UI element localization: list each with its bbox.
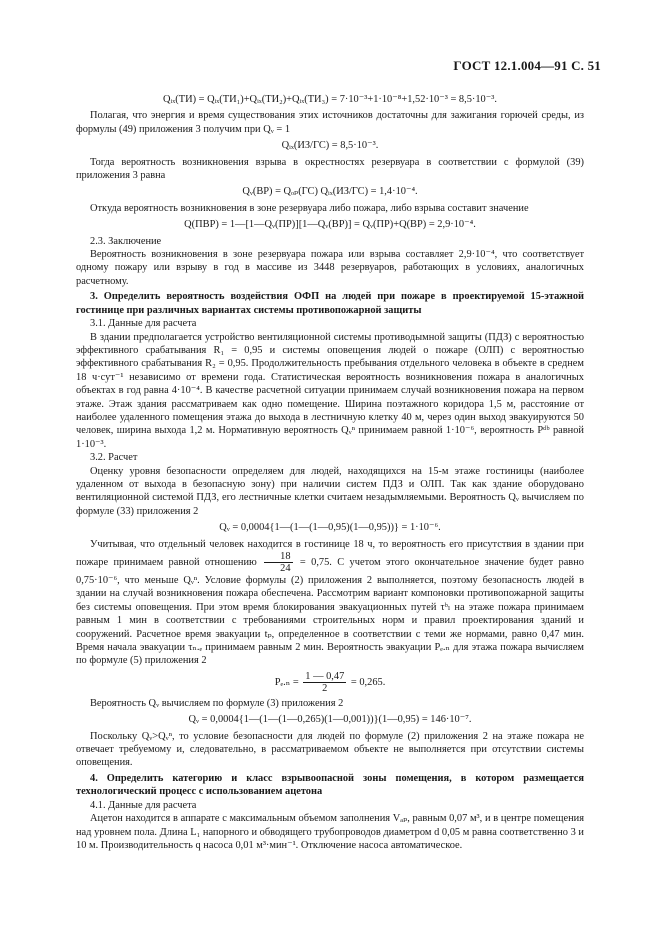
paragraph-2: Тогда вероятность возникновения взрыва в окрестностях резервуара в соответствии с формулой (39) приложения 3 равна bbox=[76, 156, 584, 182]
section-3-heading: 3. Определить вероятность воздействия ОФП на людей при пожаре в проектируемой 15-этажной гостинице при различных вариантах системы противопожарной защиты bbox=[76, 291, 584, 316]
formula-5: Qᵥ = 0,0004{1—(1—(1—0,95)(1—0,95))} = 1·10⁻⁶. bbox=[219, 522, 441, 534]
section-3-2-heading: 3.2. Расчет bbox=[90, 452, 138, 464]
section-4-1-heading: 4.1. Данные для расчета bbox=[90, 799, 197, 811]
paragraph-8: Вероятность Qᵥ вычисляем по формуле (3) приложения 2 bbox=[90, 697, 344, 709]
paragraph-10: Ацетон находится в аппарате с максимальным объемом заполнения Vₐₚ, равным 0,07 м³, и в центре помещения над уровнем пола. Длина L₁ напорного и обводящего трубопроводов диаметром d 0,05 м равна соответственно 3 и 10 м. Производительность q насоса 0,01 м³·мин⁻¹. Отключение насоса автоматическое. bbox=[76, 813, 584, 851]
section-4-heading: 4. Определить категорию и класс взрывоопасной зоны помещения, в котором размещается технологический процесс с использованием ацетона bbox=[76, 772, 584, 798]
fraction-denominator: 24 bbox=[280, 563, 291, 574]
formula-4: Q(ПВР) = 1—[1—Qᵥ(ПР)][1—Qᵥ(ВР)] = Qᵥ(ПР)+Q(ВР) = 2,9·10⁻⁴. bbox=[184, 219, 476, 231]
formula-3: Qᵥ(ВР) = Qₒₚ(ГС) Qᵢₓ(ИЗ/ГС) = 1,4·10⁻⁴. bbox=[242, 186, 418, 198]
paragraph-5: В здании предполагается устройство вентиляционной системы противодымной защиты (ПДЗ) с вероятностью эффективного срабатывания R₁ = 0,95 и системы оповещения людей о пожаре (ОЛП) с вероятностью эффективного срабатывания R₂ = 0,95. Продолжительность пребывания отдельного человека в объекте в среднем 18 ч·сут⁻¹ независимо от времени года. Статистическая вероятность возникновения пожара в аналогичных объектах в год равна 4·10⁻⁴. В качестве расчетной ситуации принимаем случай возникновения пожара на первом этаже. Этаж здания рассматриваем как одно помещение. Ширина поэтажного коридора 1,5 м, расстояние от наиболее удаленного помещения этажа до выхода в лестничную клетку 40 м, через один выход эвакуируются 50 человек, ширина выхода 1,2 м. Нормативную вероятность Qᵥⁿ принимаем равной 1·10⁻⁶, вероятность Pᵈᵇ равной 1·10⁻³. bbox=[76, 331, 584, 450]
formula-6-fraction bbox=[303, 671, 346, 694]
formula-6-rhs: = 0,265. bbox=[350, 676, 386, 688]
paragraph-4: Вероятность возникновения в зоне резервуара пожара или взрыва составляет 2,9·10⁻⁴, что соответствует одному пожару или взрыву в год в массиве из 3448 резервуаров, работающих в условиях, аналогичных расчетному. bbox=[76, 249, 584, 287]
paragraph-1: Полагая, что энергия и время существования этих источников достаточны для зажигания горючей среды, из формулы (49) приложения 3 получим при Qᵥ = 1 bbox=[76, 110, 584, 135]
paragraph-7 bbox=[76, 538, 584, 668]
paragraph-7-start: Учитывая, что отдельный человек находится в гостинице 18 ч, то вероятность его присутствия в здании при пожаре принимаем равной отношению bbox=[76, 538, 584, 568]
paragraph-9: Поскольку Qᵥ>Qᵥⁿ, то условие безопасности для людей по формуле (2) приложения 2 на этаже пожара не отвечает требуемому и, следовательно, в рассматриваемом объекте не выполняется при отсутствии системы оповещения. bbox=[76, 730, 584, 769]
paragraph-3: Откуда вероятность возникновения в зоне резервуара либо пожара, либо взрыва составит значение bbox=[90, 202, 529, 214]
paragraph-7-rest: = 0,75. С учетом этого окончательное значение будет равно 0,75·10⁻⁶, что меньше Qᵥⁿ. Условие формулы (2) приложения 2 выполняется, поэтому безопасность людей в здании на случай возникновения пожара обеспечена. Рассмотрим вариант компоновки противопожарной защиты без системы оповещения. При этом время блокирования эвакуационных путей τᵇₗ на этаже пожара принимаем равным 1 мин в соответствии с требованиями строительных норм и правил проектирования зданий и сооружений. Расчетное время эвакуации tₚ, определенное в соответствии с теми же нормами, равно 0,47 мин. Время начала эвакуации τₙ.ₑ принимаем равным 2 мин. Вероятность эвакуации Pₑ.ₙ для этажа пожара вычисляем по формуле (5) приложения 2 bbox=[76, 556, 584, 667]
formula-6-lhs: Pₑ.ₙ = bbox=[274, 676, 299, 688]
paragraph-6: Оценку уровня безопасности определяем для людей, находящихся на 15-м этаже гостиницы (наиболее удаленном от выхода в безопасную зону) при наличии систем ПДЗ и ОЛП. Так как здание оборудовано вентиляционной системой ПДЗ, его лестничные клетки считаем незадымляемыми. Вероятность Qᵥ вычисляем по формуле (33) приложения 2 bbox=[76, 465, 584, 517]
fraction-18-24 bbox=[264, 551, 292, 574]
formula-6-numerator: 1 — 0,47 bbox=[305, 670, 345, 682]
formula-1: Qᵢₓ(ТИ) = Qᵢₓ(ТИ₁)+Qᵢₓ(ТИ₂)+Qᵢₓ(ТИ₃) = 7·10⁻³+1·10⁻⁸+1,52·10⁻³ = 8,5·10⁻³. bbox=[163, 94, 497, 105]
page-header: ГОСТ 12.1.004—91 С. 51 bbox=[453, 58, 601, 73]
section-3-1-heading: 3.1. Данные для расчета bbox=[90, 318, 197, 330]
page-body bbox=[76, 90, 584, 852]
section-2-3-heading: 2.3. Заключение bbox=[90, 235, 162, 247]
formula-6 bbox=[76, 671, 584, 694]
fraction-numerator: 18 bbox=[264, 551, 292, 563]
formula-2: Qᵢₓ(ИЗ/ГС) = 8,5·10⁻³. bbox=[281, 140, 379, 152]
formula-6-denominator: 2 bbox=[322, 682, 328, 694]
formula-7: Qᵥ = 0,0004{1—(1—(1—0,265)(1—0,001))}(1—0,95) = 146·10⁻⁷. bbox=[188, 714, 472, 726]
